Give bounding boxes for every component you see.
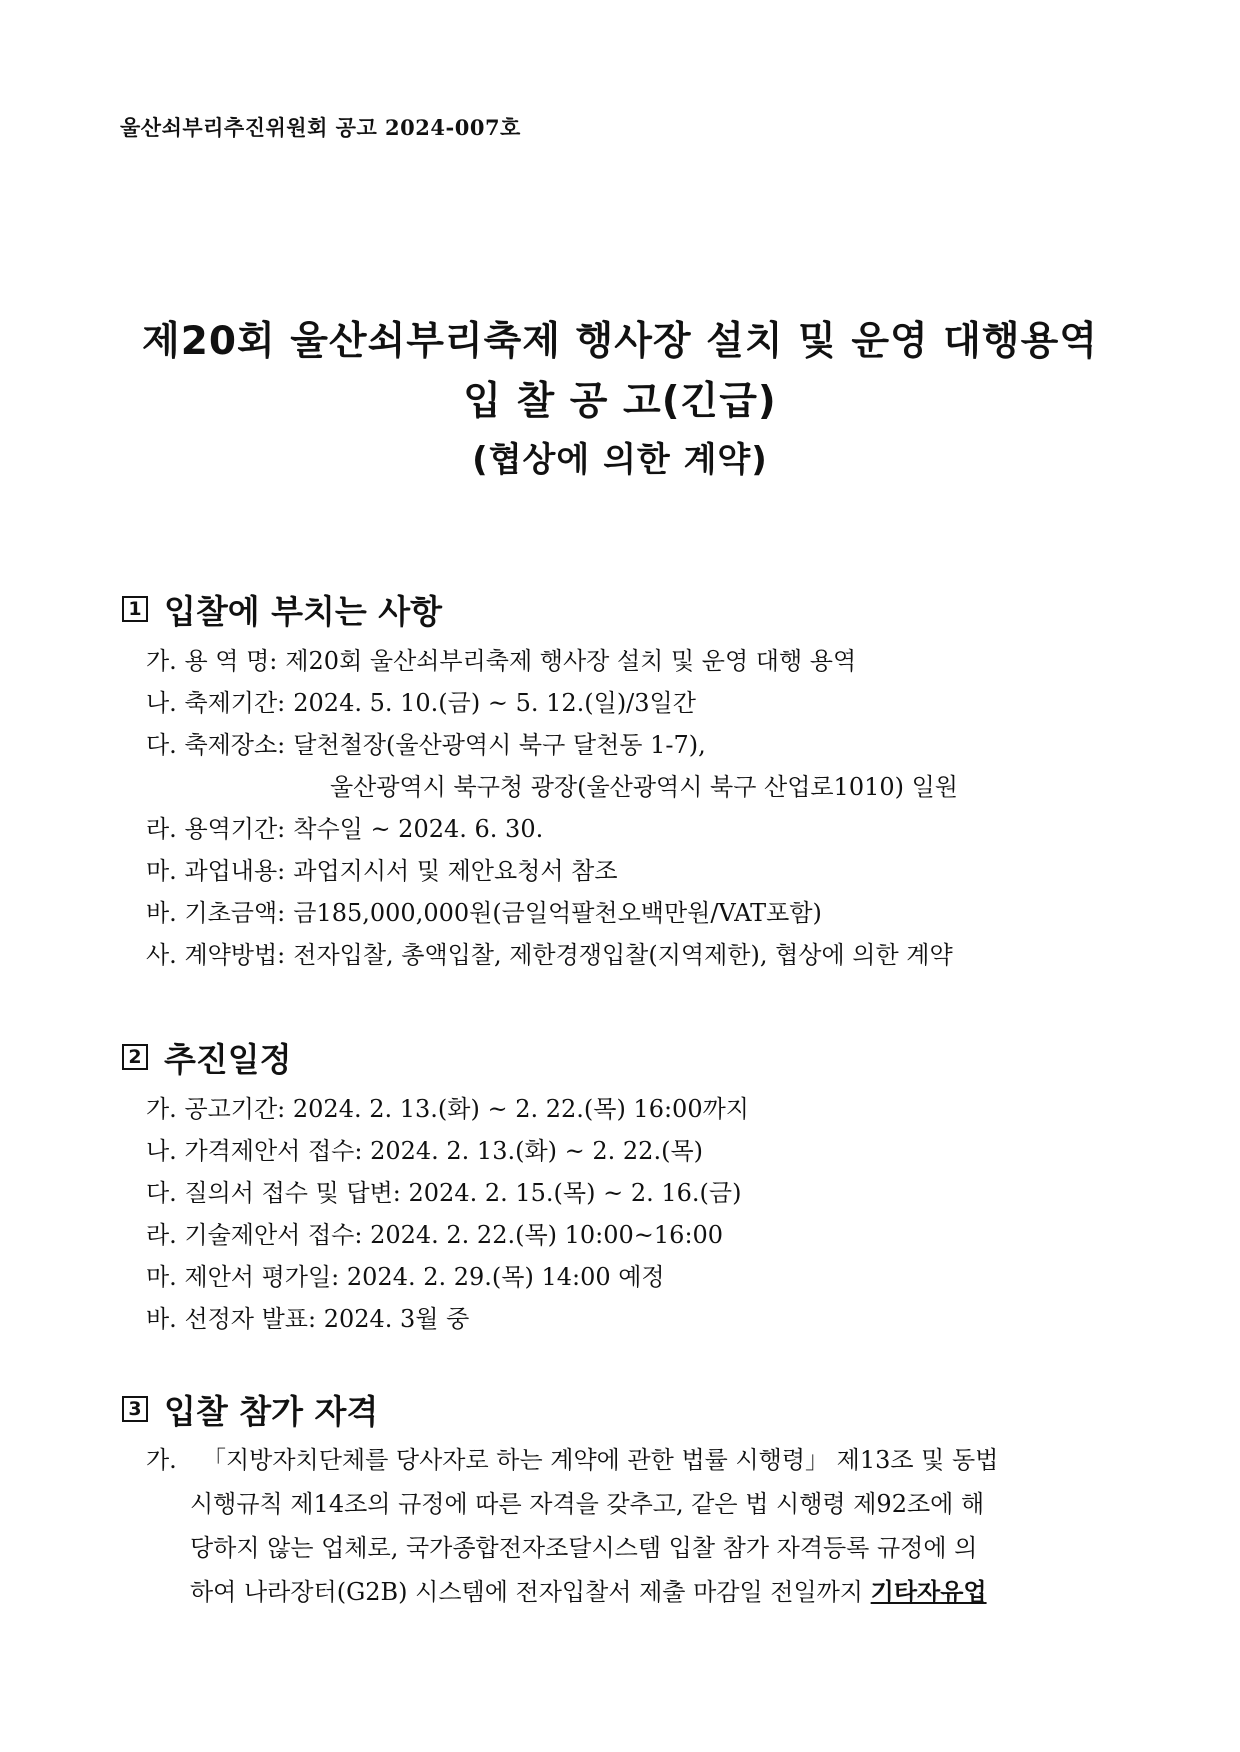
list-item: 다. 축제장소: 달천철장(울산광역시 북구 달천동 1-7),	[146, 731, 706, 759]
section-bid-items	[122, 584, 1122, 976]
list-item: 마. 과업내용: 과업지시서 및 제안요청서 참조	[146, 857, 618, 885]
paragraph-line: 시행규칙 제14조의 규정에 따른 자격을 갖추고, 같은 법 시행령 제92조에 해	[190, 1490, 985, 1518]
list-item: 가. 용 역 명: 제20회 울산쇠부리축제 행사장 설치 및 운영 대행 용역	[146, 647, 857, 675]
section-heading	[122, 1384, 1122, 1434]
list-item: 바. 선정자 발표: 2024. 3월 중	[146, 1305, 470, 1333]
list-item: 라. 용역기간: 착수일 ~ 2024. 6. 30.	[146, 815, 544, 843]
section-number-box: 3	[122, 1396, 148, 1422]
section-schedule	[122, 1032, 1122, 1340]
notice-number: 울산쇠부리추진위원회 공고 2024-007호	[120, 115, 521, 140]
paragraph-line: 가. 「지방자치단체를 당사자로 하는 계약에 관한 법률 시행령」 제13조 및 동법	[146, 1446, 999, 1474]
section-number-box: 1	[122, 596, 148, 622]
section-title: 입찰에 부치는 사항	[164, 591, 443, 631]
eligibility-paragraph	[122, 1438, 1122, 1614]
underlined-term: 기타자유업	[870, 1577, 987, 1606]
list-item: 바. 기초금액: 금185,000,000원(금일억팔천오백만원/VAT포함)	[146, 899, 822, 927]
section-title: 입찰 참가 자격	[164, 1391, 379, 1431]
section-heading	[122, 584, 1122, 634]
title-bid-notice: 입 찰 공 고(긴급)	[463, 379, 777, 424]
list-item: 나. 축제기간: 2024. 5. 10.(금) ~ 5. 12.(일)/3일간	[146, 689, 696, 717]
list-item: 마. 제안서 평가일: 2024. 2. 29.(목) 14:00 예정	[146, 1263, 665, 1291]
list-item: 다. 질의서 접수 및 답변: 2024. 2. 15.(목) ~ 2. 16.(금)	[146, 1179, 742, 1207]
section-heading	[122, 1032, 1122, 1082]
list-item: 나. 가격제안서 접수: 2024. 2. 13.(화) ~ 2. 22.(목)	[146, 1137, 703, 1165]
title-block	[0, 312, 1240, 488]
list-item: 사. 계약방법: 전자입찰, 총액입찰, 제한경쟁입찰(지역제한), 협상에 의한 계약	[146, 941, 953, 969]
section-eligibility	[122, 1384, 1122, 1614]
list-item-continuation: 울산광역시 북구청 광장(울산광역시 북구 산업로1010) 일원	[330, 773, 958, 801]
title-contract-type: (협상에 의한 계약)	[472, 440, 768, 480]
title-main: 제20회 울산쇠부리축제 행사장 설치 및 운영 대행용역	[142, 319, 1098, 364]
paragraph-line: 당하지 않는 업체로, 국가종합전자조달시스템 입찰 참가 자격등록 규정에 의	[190, 1534, 978, 1562]
paragraph-line: 하여 나라장터(G2B) 시스템에 전자입찰서 제출 마감일 전일까지 기타자유업	[190, 1577, 987, 1606]
section-number-box: 2	[122, 1044, 148, 1070]
list-item: 라. 기술제안서 접수: 2024. 2. 22.(목) 10:00~16:00	[146, 1221, 724, 1249]
section-title: 추진일정	[164, 1039, 292, 1079]
list-item: 가. 공고기간: 2024. 2. 13.(화) ~ 2. 22.(목) 16:00까지	[146, 1095, 749, 1123]
